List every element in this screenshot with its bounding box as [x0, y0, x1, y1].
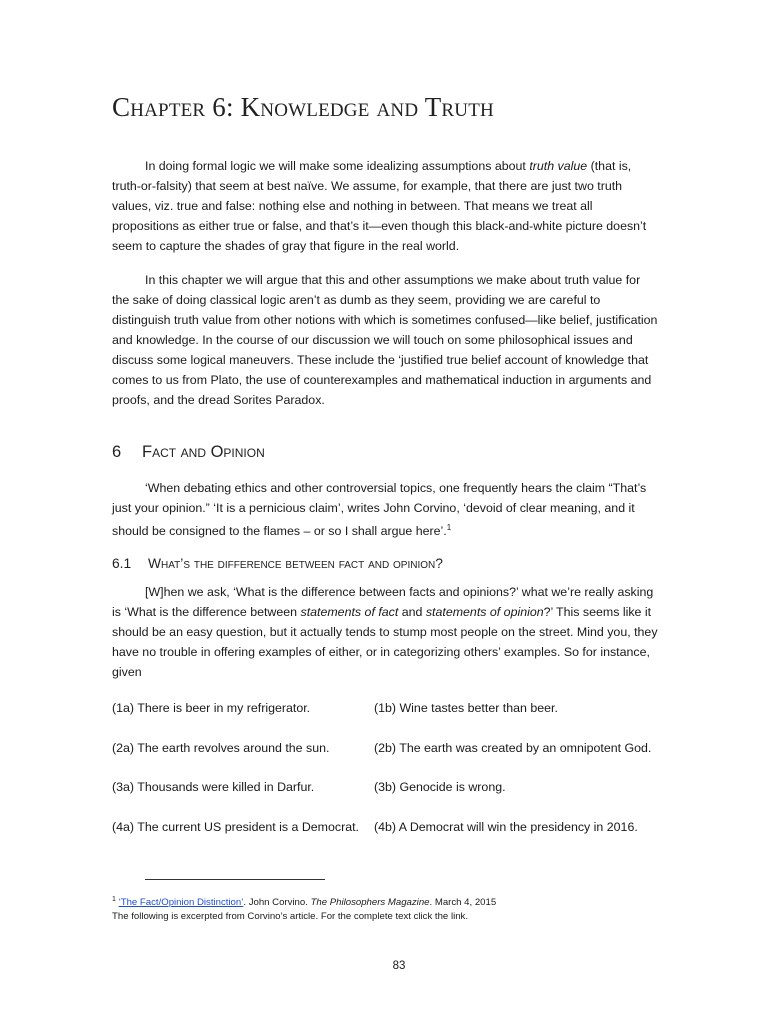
intro-p1-text-end: (that is, truth-or-falsity) that seem at best naïve. We assume, for example, that there are just two truth values, viz. true and false: nothing else and nothing in between. That means we treat all propositions as either true or false, and that’s it—even though this black-and-white picture doesn’t seem to capture the shades of gray that figure in the real world. [112, 159, 647, 253]
section-6-1-heading [112, 556, 443, 571]
footnote-reference[interactable]: 1 [446, 523, 452, 532]
subsection-title: What’s the difference between fact and opinion? [148, 556, 443, 571]
intro-p1-italic: truth value [529, 159, 588, 173]
intro-p1-text-start: In doing formal logic we will make some idealizing assumptions about [145, 159, 530, 173]
examples-list [112, 701, 672, 859]
example-fact: (1a) There is beer in my refrigerator. [112, 701, 311, 715]
example-opinion: (1b) Wine tastes better than beer. [374, 701, 558, 715]
intro-paragraph-1 [112, 156, 660, 256]
footnote-publication: The Philosophers Magazine [310, 897, 430, 909]
example-row [112, 701, 672, 741]
example-opinion: (4b) A Democrat will win the presidency in 2016. [374, 819, 638, 834]
section-6-heading [112, 443, 265, 462]
footnote-source-link[interactable]: ‘The Fact/Opinion Distinction’ [118, 897, 244, 909]
footnote-marker: 1 [112, 896, 116, 903]
footnote-note: The following is excerpted from Corvino’s article. For the complete text click the link. [112, 911, 468, 923]
example-row [112, 820, 672, 860]
s61-italic-1: statements of fact [300, 605, 399, 619]
subsection-number: 6.1 [112, 556, 132, 571]
section-number: 6 [112, 443, 122, 461]
section-6-paragraph [112, 478, 660, 541]
s61-italic-2: statements of opinion [425, 605, 544, 619]
example-row [112, 780, 672, 820]
s61-text-2: and [398, 605, 426, 619]
example-fact: (2a) The earth revolves around the sun. [112, 740, 330, 755]
example-opinion: (3b) Genocide is wrong. [374, 780, 506, 794]
chapter-title: Chapter 6: Knowledge and Truth [112, 92, 494, 122]
example-row [112, 741, 672, 781]
section-title: Fact and Opinion [142, 443, 265, 461]
section-6-text: ‘When debating ethics and other controversial topics, one frequently hears the claim “That’s just your opinion.” ‘It is a pernicious claim’, writes John Corvino, ‘devoid of clear meaning, and it should be consigned to the flames – or so I shall argue here’. [112, 481, 647, 539]
footnote-author: . John Corvino. [243, 897, 311, 909]
intro-p2-text: In this chapter we will argue that this and other assumptions we make about truth value for the sake of doing classical logic aren’t as dumb as they seem, providing we are careful to distinguish truth value from other notions with which is sometimes confused—like belief, justification and knowledge. In the course of our discussion we will touch on some philosophical issues and discuss some logical maneuvers. These include the ‘justified true belief account of knowledge that comes to us from Plato, the use of counterexamples and mathematical induction in arguments and proofs, and the dread Sorites Paradox. [112, 273, 658, 407]
footnote [112, 893, 672, 924]
footnote-divider [145, 879, 325, 880]
intro-paragraph-2 [112, 270, 660, 410]
example-fact: (3a) Thousands were killed in Darfur. [112, 780, 315, 794]
example-opinion: (2b) The earth was created by an omnipotent God. [374, 740, 652, 755]
s61-text-1: [W]hen we ask, ‘What is the difference between facts and opinions?’ what we’re really asking is ‘What is the difference between [112, 585, 654, 619]
section-6-1-paragraph [112, 582, 660, 682]
example-fact: (4a) The current US president is a Democrat. [112, 819, 359, 834]
page-number: 83 [392, 960, 406, 972]
footnote-citation [112, 893, 672, 910]
s61-text-3: ?’ This seems like it should be an easy question, but it actually tends to stump most people on the street. Mind you, they have no trouble in offering examples of either, or in categorizing others’ examples. So for instance, given [112, 605, 658, 679]
footnote-date: . March 4, 2015 [429, 897, 497, 909]
